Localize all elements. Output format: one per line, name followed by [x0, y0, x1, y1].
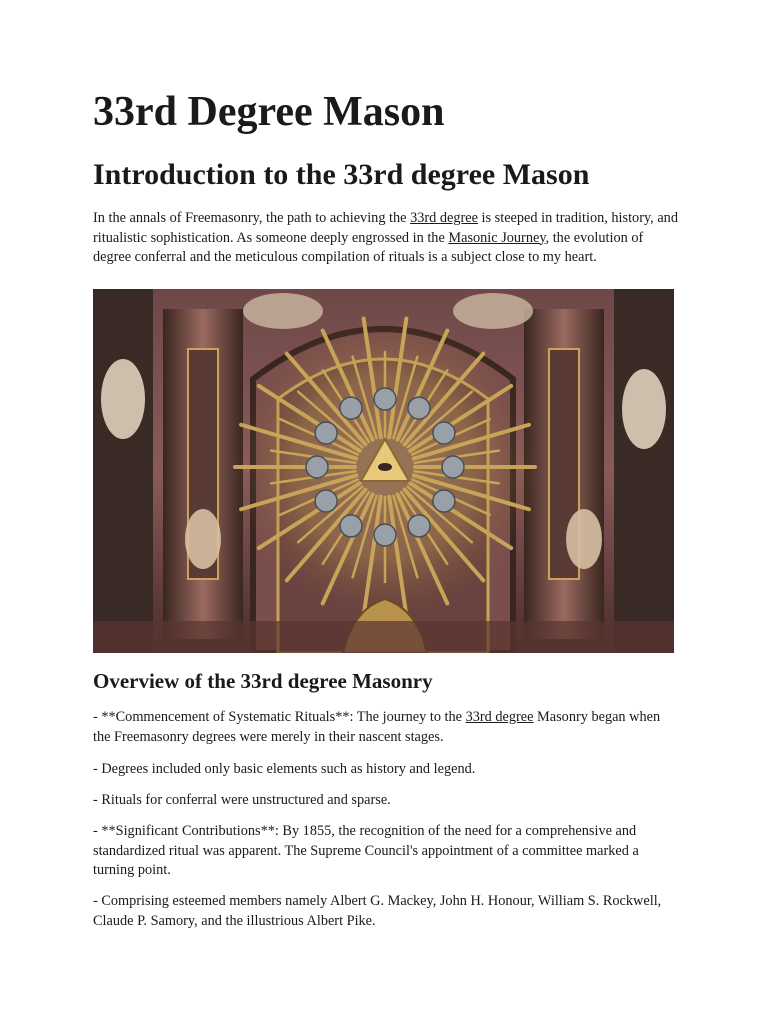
cloud-cherub — [340, 515, 362, 537]
cloud-cherub — [340, 397, 362, 419]
overview-heading: Overview of the 33rd degree Masonry — [93, 669, 433, 693]
cloud-cherub — [315, 422, 337, 444]
overview-item-3: - Rituals for conferral were unstructured and sparse. — [93, 792, 391, 808]
cloud-cherub — [374, 388, 396, 410]
altar-illustration — [93, 289, 674, 653]
sunburst-altar-image — [93, 289, 674, 653]
overview-item-1-text: - **Commencement of Systematic Rituals**: The journey to the — [93, 709, 466, 725]
cloud-cherub — [433, 422, 455, 444]
page-title: 33rd Degree Mason — [93, 89, 445, 135]
cloud-cherub — [408, 397, 430, 419]
overview-item-4: - **Significant Contributions**: By 1855, the recognition of the need for a comprehensive and standardized ritual was apparent. The Supreme Council's appointment of a committee marked a turning point. — [93, 823, 639, 878]
overview-item-1 — [93, 708, 678, 747]
cloud-cherub — [374, 524, 396, 546]
link-masonic-journey[interactable]: Masonic Journey — [448, 229, 546, 246]
intro-paragraph — [93, 209, 678, 268]
intro-text-1: In the annals of Freemasonry, the path to achieving the — [93, 210, 411, 226]
overview-item-5: - Comprising esteemed members namely Albert G. Mackey, John H. Honour, William S. Rockwell, Claude P. Samory, and the illustrious Albert Pike. — [93, 893, 662, 929]
cloud-cherub — [433, 490, 455, 512]
link-33rd-degree[interactable]: 33rd degree — [410, 210, 478, 226]
intro-heading: Introduction to the 33rd degree Mason — [93, 158, 590, 191]
intro-text-3: , the evolution of degree conferral and the meticulous compilation of rituals is a subject close to my heart. — [93, 229, 644, 265]
cloud-cherub — [306, 456, 328, 478]
overview-item-1-text-2: Masonry began when the Freemasonry degrees were merely in their nascent stages. — [93, 709, 661, 745]
link-33rd-degree-2[interactable]: 33rd degree — [465, 709, 534, 725]
cloud-cherub — [315, 490, 337, 512]
intro-text-2: is steeped in tradition, history, and ritualistic sophistication. As someone deeply engrossed in the — [93, 210, 678, 246]
cloud-cherub — [408, 515, 430, 537]
overview-item-2: - Degrees included only basic elements such as history and legend. — [93, 761, 476, 777]
cloud-cherub — [442, 456, 464, 478]
